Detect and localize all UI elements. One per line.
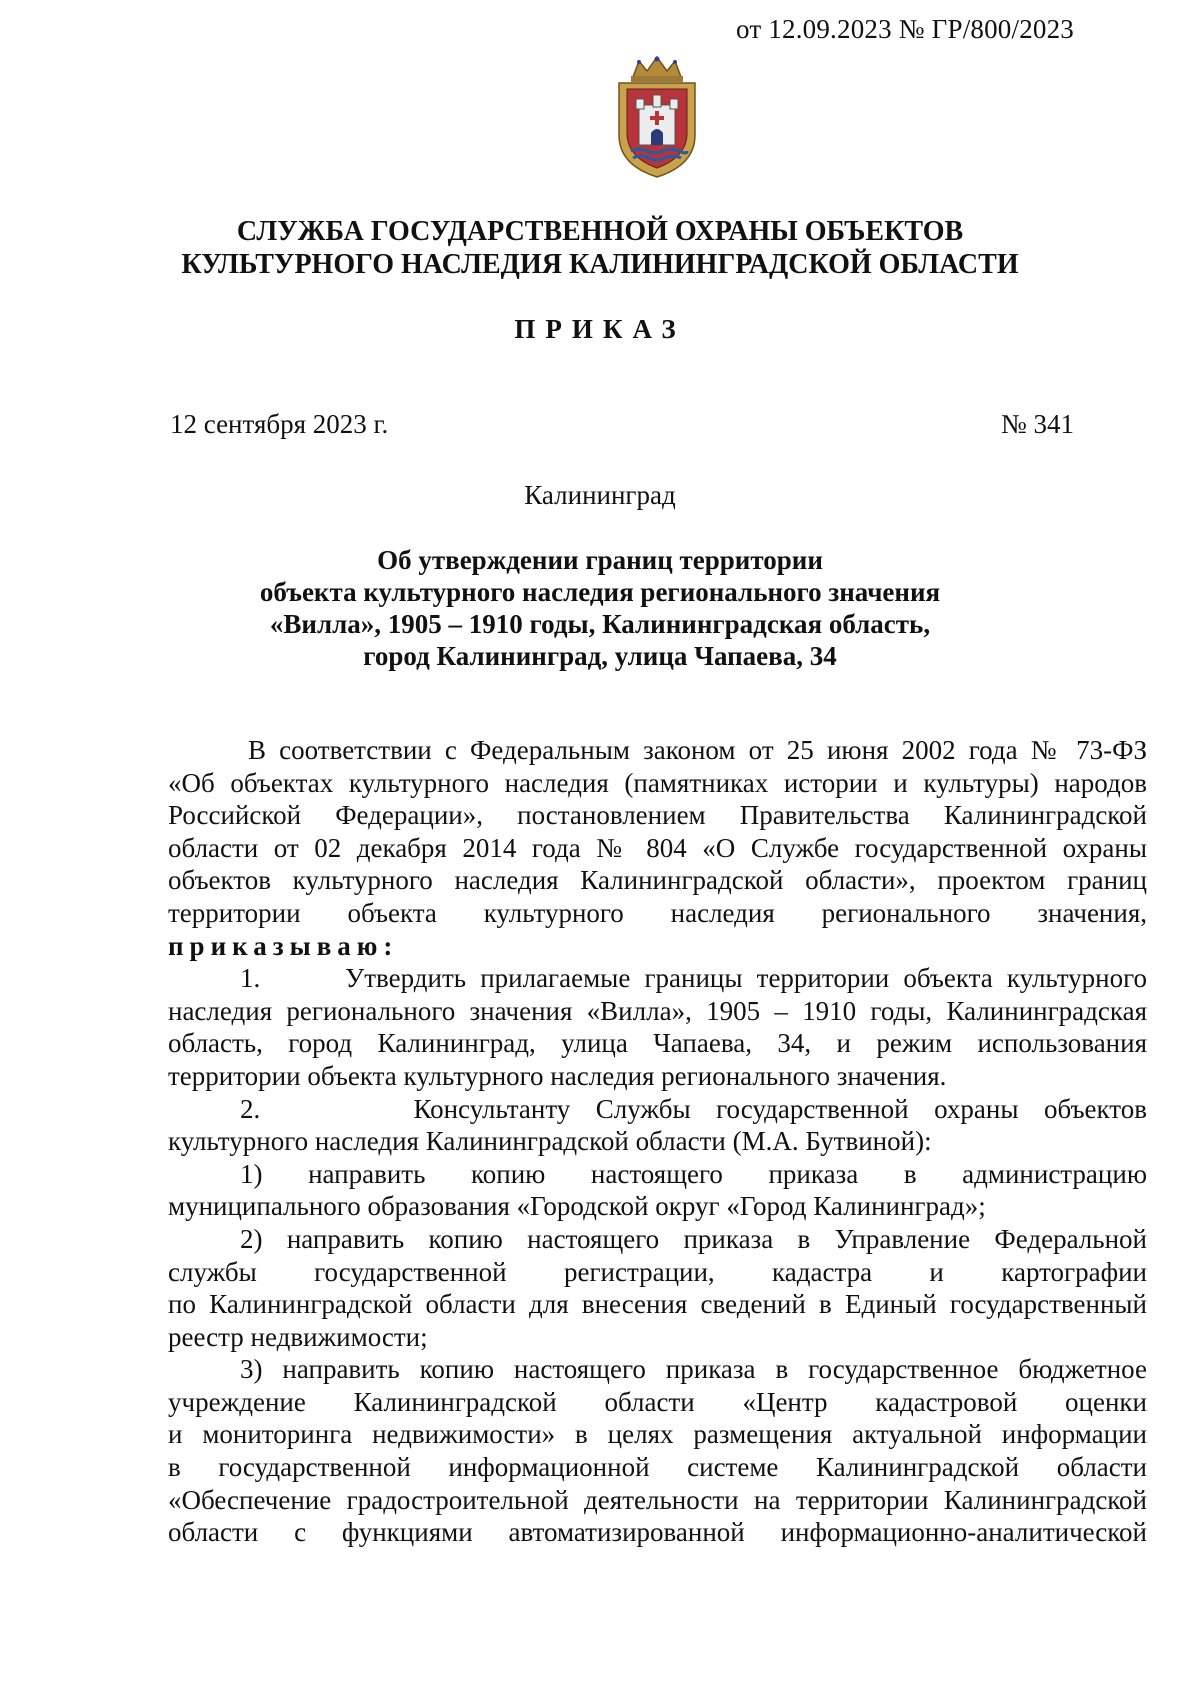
subject-line: «Вилла», 1905 – 1910 годы, Калининградская область, [269,609,931,639]
preamble-line: области от 02 декабря 2014 года № 804 «О Службе государственной охраны [168,832,1147,863]
subitem-3-line: области с функциями автоматизированной информационно-аналитической [168,1517,1147,1548]
subject-line: Об утверждении границ территории [377,545,823,575]
item-1-line: наследия регионального значения «Вилла», 1905 – 1910 годы, Калининградская [168,995,1147,1026]
document-number: № 341 [1000,409,1074,439]
subitem-2-line: по Калининградской области для внесения сведений в Единый государственный [168,1289,1147,1320]
subitem-2-line: реестр недвижимости; [168,1321,428,1352]
item-1-line: территории объекта культурного наследия регионального значения. [168,1060,947,1091]
item-2-line: культурного наследия Калининградской области (М.А. Бутвиной): [168,1126,932,1157]
item-1-line: область, город Калининград, улица Чапаева, 34, и режим использования [168,1028,1147,1059]
organization-name [0,215,1200,281]
preamble-line: В соответствии с Федеральным законом от 25 июня 2002 года № 73-ФЗ [248,735,1147,765]
preamble-line: территории объекта культурного наследия регионального значения, [168,897,1147,928]
preamble-line: объектов культурного наследия Калининградской области», проектом границ [168,865,1147,896]
subitem-1-line: 1) направить копию настоящего приказа в администрацию [240,1158,1147,1189]
item-2-line: 2. Консультанту Службы государственной охраны объектов [240,1093,1147,1124]
document-body [168,734,1147,1549]
document-city: Калининград [524,480,676,510]
subitem-2-line: 2) направить копию настоящего приказа в Управление Федеральной [240,1223,1147,1254]
order-word: приказываю: [168,930,399,961]
preamble-line: Российской Федерации», постановлением Правительства Калининградской [168,800,1147,831]
preamble-line: «Об объектах культурного наследия (памятниках истории и культуры) народов [168,767,1147,798]
document-type: ПРИКАЗ [514,314,686,344]
coat-of-arms-icon [609,55,705,179]
subject-line: город Калининград, улица Чапаева, 34 [363,641,837,671]
subitem-3-line: «Обеспечение градостроительной деятельности на территории Калининградской [168,1484,1147,1515]
organization-name-line-1: СЛУЖБА ГОСУДАРСТВЕННОЙ ОХРАНЫ ОБЪЕКТОВ [236,216,964,247]
subitem-3-line: и мониторинга недвижимости» в целях размещения актуальной информации [168,1419,1147,1450]
document-subject [0,544,1200,672]
subject-line: объекта культурного наследия регионального значения [259,577,941,607]
subitem-3-line: 3) направить копию настоящего приказа в государственное бюджетное [240,1354,1147,1385]
subitem-3-line: учреждение Калининградской области «Центр кадастровой оценки [168,1386,1147,1417]
registration-stamp: от 12.09.2023 № ГР/800/2023 [736,14,1074,44]
subitem-3-line: в государственной информационной системе Калининградской области [168,1452,1147,1483]
item-1-line: 1. Утвердить прилагаемые границы территории объекта культурного [240,963,1147,994]
subitem-2-line: службы государственной регистрации, кадастра и картографии [168,1256,1147,1287]
organization-name-line-2: КУЛЬТУРНОГО НАСЛЕДИЯ КАЛИНИНГРАДСКОЙ ОБЛАСТИ [181,249,1019,280]
document-date: 12 сентября 2023 г. [170,409,389,439]
subitem-1-line: муниципального образования «Городской округ «Город Калининград»; [168,1191,986,1222]
